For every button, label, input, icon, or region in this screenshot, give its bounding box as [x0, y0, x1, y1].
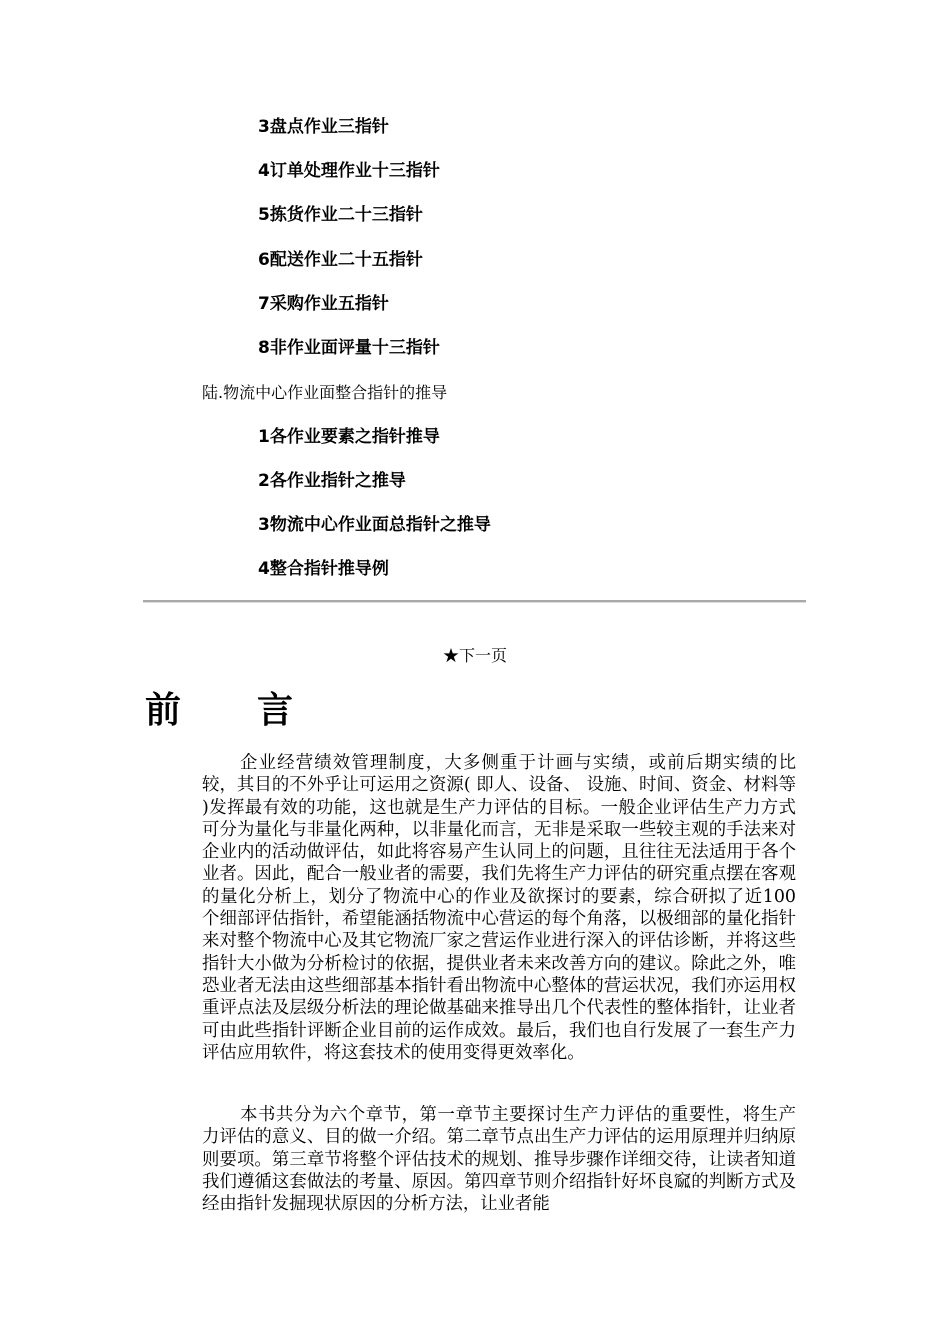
toc-subitem[interactable]: 2各作业指针之推导 [258, 471, 406, 491]
next-page-link[interactable]: ★下一页 [442, 646, 507, 665]
toc-subitem[interactable]: 8非作业面评量十三指针 [258, 338, 440, 358]
preface-paragraph: 本书共分为六个章节，第一章节主要探讨生产力评估的重要性，将生产力评估的意义、目的做一介绍。第二章节点出生产力评估的运用原理并归纳原则要项。第三章节将整个评估技术的规划、推导步骤作详细交待，让读者知道我们遵循这套做法的考量、原因。第四章节则介绍指针好坏良窳的判断方式及经由指针发掘现状原因的分析方法，让业者能 [202, 1105, 796, 1215]
toc-subitem[interactable]: 6配送作业二十五指针 [258, 250, 423, 270]
toc-subitem[interactable]: 3盘点作业三指针 [258, 117, 389, 137]
toc-subitem[interactable]: 5拣货作业二十三指针 [258, 205, 423, 225]
horizontal-rule [143, 600, 806, 603]
preface-title: 前言 [145, 690, 370, 731]
preface-paragraph: 企业经营绩效管理制度，大多侧重于计画与实绩，或前后期实绩的比较，其目的不外乎让可运用之资源( 即人、设备、 设施、时间、资金、材料等 )发挥最有效的功能，这也就是生产力评估的目标。一般企业评估生产力方式可分为量化与非量化两种，以非量化而言，无非是采取一些较主观的手法来对企业内的活动做评估，如此将容易产生认同上的问题，且往往无法适用于各个业者。因此，配合一般业者的需要，我们先将生产力评估的研究重点摆在客观的量化分析上，划分了物流中心的作业及欲探讨的要素，综合研拟了近100 个细部评估指针，希望能涵括物流中心营运的每个角落，以极细部的量化指针来对整个物流中心及其它物流厂家之营运作业进行深入的评估诊断，并将这些指针大小做为分析检讨的依据，提供业者未来改善方向的建议。除此之外，唯恐业者无法由这些细部基本指针看出物流中心整体的营运状况，我们亦运用权重评点法及层级分析法的理论做基础来推导出几个代表性的整体指针，让业者可由此些指针评断企业目前的运作成效。最后，我们也自行发展了一套生产力评估应用软件，将这套技术的使用变得更效率化。 [202, 753, 796, 1063]
toc-subitem[interactable]: 4整合指针推导例 [258, 559, 389, 579]
toc-subitem[interactable]: 4订单处理作业十三指针 [258, 161, 440, 181]
toc-subitem[interactable]: 1各作业要素之指针推导 [258, 427, 440, 447]
toc-subitem[interactable]: 7采购作业五指针 [258, 294, 389, 314]
toc-section-title[interactable]: 陆.物流中心作业面整合指针的推导 [202, 383, 448, 402]
toc-subitem[interactable]: 3物流中心作业面总指针之推导 [258, 515, 491, 535]
